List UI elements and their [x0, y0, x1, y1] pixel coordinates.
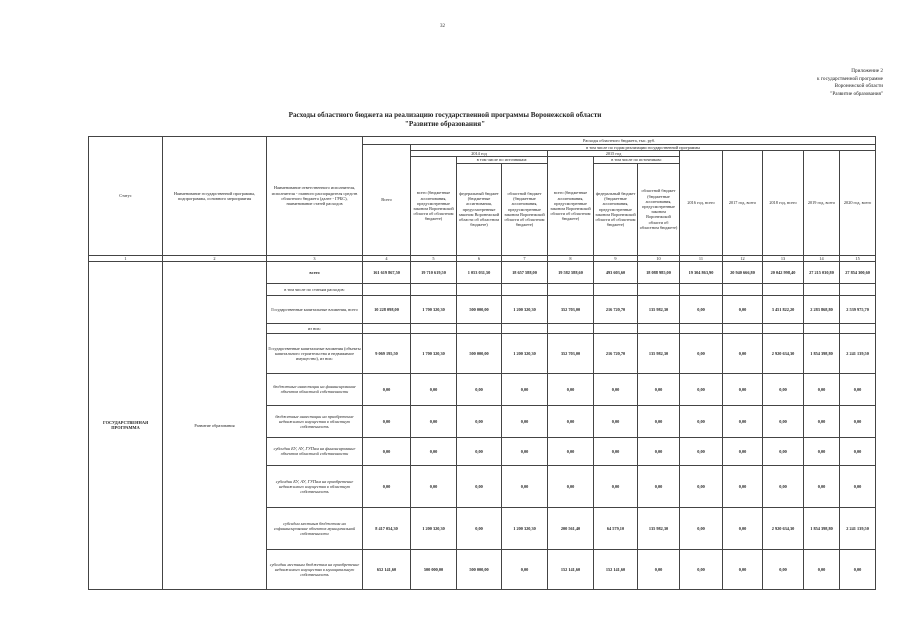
- value-cell: 0,00: [457, 405, 502, 437]
- value-cell: 0,00: [363, 405, 411, 437]
- value-cell: 10 228 098,00: [363, 295, 411, 323]
- value-cell: 19 710 619,50: [411, 261, 457, 283]
- value-cell: 0,00: [638, 465, 680, 507]
- value-cell: 19 304 863,90: [680, 261, 723, 283]
- value-cell: 0,00: [548, 405, 594, 437]
- header-2015-regional: областной бюджет (бюджетные ассигнования, предусмотренные законом Воронежской области об областном бюджете): [638, 163, 680, 255]
- value-cell: 2 920 634,30: [763, 333, 804, 373]
- value-cell: 652 141,60: [363, 549, 411, 589]
- value-cell: 0,00: [363, 465, 411, 507]
- value-cell: 0,00: [457, 507, 502, 549]
- value-cell: 3 451 822,20: [763, 295, 804, 323]
- value-cell: 0,00: [411, 373, 457, 405]
- row-label: субсидии местным бюджетам на приобретение недвижимого имущества в муниципальную собственность: [267, 549, 363, 589]
- value-cell: 20 042 998,40: [763, 261, 804, 283]
- value-cell: 0,00: [457, 465, 502, 507]
- value-cell: 0,00: [763, 373, 804, 405]
- value-cell: 1 700 320,30: [411, 295, 457, 323]
- value-cell: 0,00: [680, 465, 723, 507]
- title-line-2: "Развитие образования": [404, 120, 486, 128]
- value-cell: 18 088 985,00: [638, 261, 680, 283]
- value-cell: 0,00: [502, 373, 548, 405]
- value-cell: 0,00: [548, 437, 594, 465]
- row-label: всего: [267, 261, 363, 283]
- value-cell: 216 720,70: [594, 333, 638, 373]
- value-cell: [680, 283, 723, 295]
- value-cell: 0,00: [594, 373, 638, 405]
- row-label: бюджетные инвестиции на финансирование объектов областной собственности: [267, 373, 363, 405]
- value-cell: [680, 323, 723, 333]
- header-2014-regional: областной бюджет (бюджетные ассигнования, предусмотренные законом Воронежской области об областном бюджете): [502, 163, 548, 255]
- header-2019: 2019 год, всего: [804, 151, 840, 255]
- value-cell: 0,00: [723, 405, 763, 437]
- header-2017: 2017 год, всего: [723, 151, 763, 255]
- column-number: 3: [267, 255, 363, 261]
- value-cell: 0,00: [457, 437, 502, 465]
- value-cell: 0,00: [594, 465, 638, 507]
- value-cell: 0,00: [840, 465, 876, 507]
- value-cell: 0,00: [502, 465, 548, 507]
- column-number: 7: [502, 255, 548, 261]
- value-cell: 0,00: [680, 295, 723, 323]
- value-cell: 1 053 031,50: [457, 261, 502, 283]
- header-2015-federal: федеральный бюджет (бюджетные ассигнования, предусмотренные законом Воронежской области об областном бюджете): [594, 163, 638, 255]
- column-number: 5: [411, 255, 457, 261]
- header-2014-all: всего (бюджетные ассигнования, предусмотренные законом Воронежской области об областном бюджете): [411, 157, 457, 255]
- value-cell: 1 200 320,30: [502, 295, 548, 323]
- value-cell: [763, 283, 804, 295]
- value-cell: [548, 323, 594, 333]
- value-cell: [502, 283, 548, 295]
- column-number: 8: [548, 255, 594, 261]
- value-cell: 0,00: [680, 373, 723, 405]
- value-cell: [638, 283, 680, 295]
- row-label: из них:: [267, 323, 363, 333]
- value-cell: 0,00: [763, 549, 804, 589]
- value-cell: 0,00: [763, 405, 804, 437]
- value-cell: 0,00: [638, 437, 680, 465]
- value-cell: 0,00: [804, 437, 840, 465]
- value-cell: 0,00: [723, 373, 763, 405]
- value-cell: 64 579,10: [594, 507, 638, 549]
- header-2016: 2016 год, всего: [680, 151, 723, 255]
- appendix-line-3: Воронежской области: [834, 83, 883, 90]
- header-2015-all: всего (бюджетные ассигнования, предусмотренные законом Воронежской области об областном бюджете): [548, 157, 594, 255]
- value-cell: [594, 283, 638, 295]
- value-cell: 0,00: [680, 507, 723, 549]
- value-cell: 2 241 139,50: [840, 507, 876, 549]
- column-number: 4: [363, 255, 411, 261]
- value-cell: 0,00: [594, 437, 638, 465]
- header-2020: 2020 год, всего: [840, 151, 876, 255]
- value-cell: 0,00: [638, 405, 680, 437]
- value-cell: 0,00: [411, 405, 457, 437]
- value-cell: 2 241 139,50: [840, 333, 876, 373]
- value-cell: 2 283 868,80: [804, 295, 840, 323]
- row-label: субсидии местным бюджетам на софинансирование объектов муниципальной собственности: [267, 507, 363, 549]
- header-by-years: в том числе по годам реализации государственной программы: [411, 145, 876, 151]
- header-expenses-total: Расходы областного бюджета, тыс. руб.: [363, 137, 876, 145]
- value-cell: [363, 283, 411, 295]
- value-cell: [457, 283, 502, 295]
- value-cell: 352 703,00: [548, 333, 594, 373]
- value-cell: 152 141,60: [548, 549, 594, 589]
- value-cell: 135 982,30: [638, 507, 680, 549]
- value-cell: 9 069 195,50: [363, 333, 411, 373]
- value-cell: 0,00: [723, 295, 763, 323]
- value-cell: 0,00: [763, 437, 804, 465]
- value-cell: [840, 283, 876, 295]
- value-cell: 0,00: [680, 437, 723, 465]
- value-cell: 152 141,60: [594, 549, 638, 589]
- value-cell: 216 720,70: [594, 295, 638, 323]
- header-2014-federal: федеральный бюджет (бюджетные ассигнования, предусмотренные законом Воронежской области об областном бюджете): [457, 163, 502, 255]
- value-cell: 0,00: [763, 465, 804, 507]
- value-cell: [411, 323, 457, 333]
- value-cell: [502, 323, 548, 333]
- value-cell: 0,00: [804, 405, 840, 437]
- header-year-2014: 2014 год: [411, 151, 548, 157]
- value-cell: 352 703,00: [548, 295, 594, 323]
- value-cell: [804, 323, 840, 333]
- value-cell: 0,00: [680, 333, 723, 373]
- header-total: Всего: [363, 145, 411, 256]
- page-number: 32: [440, 24, 445, 29]
- row-label: в том числе по статьям расходов:: [267, 283, 363, 295]
- value-cell: 0,00: [723, 507, 763, 549]
- status-cell: ГОСУДАРСТВЕННАЯ ПРОГРАММА: [89, 261, 163, 589]
- header-status: Статус: [89, 137, 163, 256]
- value-cell: [804, 283, 840, 295]
- value-cell: [363, 323, 411, 333]
- row-label: бюджетные инвестиции на приобретение недвижимого имущества в областную собственность: [267, 405, 363, 437]
- column-number: 12: [723, 255, 763, 261]
- value-cell: 0,00: [804, 465, 840, 507]
- value-cell: 0,00: [638, 373, 680, 405]
- value-cell: 2 539 975,70: [840, 295, 876, 323]
- appendix-note: [743, 68, 883, 98]
- value-cell: [638, 323, 680, 333]
- value-cell: [594, 323, 638, 333]
- value-cell: [840, 323, 876, 333]
- value-cell: 0,00: [680, 549, 723, 589]
- column-number: 11: [680, 255, 723, 261]
- value-cell: 135 982,30: [638, 333, 680, 373]
- value-cell: 0,00: [680, 405, 723, 437]
- value-cell: 1 200 320,30: [411, 507, 457, 549]
- header-program-name: Наименование государственной программы, подпрограммы, основного мероприятия: [163, 137, 267, 256]
- value-cell: 0,00: [594, 405, 638, 437]
- row-label: субсидии БУ, АУ, ГУПам на приобретение недвижимого имущества в областную собственность: [267, 465, 363, 507]
- value-cell: 200 561,40: [548, 507, 594, 549]
- value-cell: 27 215 030,80: [804, 261, 840, 283]
- appendix-line-4: "Развитие образования": [830, 90, 883, 97]
- value-cell: 500 000,00: [457, 295, 502, 323]
- value-cell: 135 982,30: [638, 295, 680, 323]
- value-cell: 1 700 320,30: [411, 333, 457, 373]
- value-cell: 0,00: [638, 549, 680, 589]
- value-cell: 0,00: [804, 549, 840, 589]
- appendix-line-2: к государственной программе: [817, 75, 883, 82]
- value-cell: [723, 323, 763, 333]
- value-cell: 500 000,00: [411, 549, 457, 589]
- value-cell: [763, 323, 804, 333]
- column-number: 15: [840, 255, 876, 261]
- row-label: субсидии БУ, АУ, ГУПам на финансирование объектов областной собственности: [267, 437, 363, 465]
- column-number: 10: [638, 255, 680, 261]
- value-cell: 0,00: [840, 373, 876, 405]
- value-cell: 0,00: [502, 549, 548, 589]
- column-number: 2: [163, 255, 267, 261]
- header-2014-sources: в том числе по источникам:: [457, 157, 548, 163]
- value-cell: 2 920 634,30: [763, 507, 804, 549]
- value-cell: 1 200 320,30: [502, 333, 548, 373]
- value-cell: 493 603,60: [594, 261, 638, 283]
- value-cell: 0,00: [804, 373, 840, 405]
- value-cell: 0,00: [548, 373, 594, 405]
- header-executor: Наименование ответственного исполнителя, исполнителя - главного распорядителя средств областного бюджета (далее - ГРБС), наименование статей расходов: [267, 137, 363, 256]
- header-2015-sources: в том числе по источникам:: [594, 157, 680, 163]
- value-cell: 0,00: [840, 437, 876, 465]
- column-number: 6: [457, 255, 502, 261]
- column-number: 1: [89, 255, 163, 261]
- value-cell: 0,00: [411, 465, 457, 507]
- value-cell: 1 854 398,80: [804, 333, 840, 373]
- row-label: Государственные капитальные вложения, всего: [267, 295, 363, 323]
- table-row: [89, 261, 876, 283]
- header-2018: 2018 год, всего: [763, 151, 804, 255]
- value-cell: 1 854 398,80: [804, 507, 840, 549]
- value-cell: 18 657 588,00: [502, 261, 548, 283]
- value-cell: 8 417 054,30: [363, 507, 411, 549]
- value-cell: 0,00: [723, 549, 763, 589]
- value-cell: 0,00: [723, 437, 763, 465]
- value-cell: 0,00: [502, 437, 548, 465]
- value-cell: 0,00: [723, 465, 763, 507]
- program-name-cell: Развитие образования: [163, 261, 267, 589]
- title-line-1: Расходы областного бюджета на реализацию государственной программы Воронежской области: [288, 111, 602, 119]
- header-year-2015: 2015 год: [548, 151, 680, 157]
- value-cell: 1 200 320,30: [502, 507, 548, 549]
- value-cell: [411, 283, 457, 295]
- value-cell: 0,00: [363, 373, 411, 405]
- value-cell: 0,00: [411, 437, 457, 465]
- document-title: [230, 111, 660, 129]
- value-cell: 500 000,00: [457, 549, 502, 589]
- value-cell: 0,00: [457, 373, 502, 405]
- value-cell: 0,00: [548, 465, 594, 507]
- value-cell: 0,00: [840, 549, 876, 589]
- value-cell: 500 000,00: [457, 333, 502, 373]
- appendix-line-1: Приложение 2: [851, 68, 883, 74]
- value-cell: [548, 283, 594, 295]
- row-label: Государственные капитальные вложения (объекты капитального строительства и недвижимое имущество), из них:: [267, 333, 363, 373]
- value-cell: 27 854 300,60: [840, 261, 876, 283]
- column-number: 13: [763, 255, 804, 261]
- value-cell: 0,00: [723, 333, 763, 373]
- column-number: 9: [594, 255, 638, 261]
- value-cell: [457, 323, 502, 333]
- value-cell: 0,00: [840, 405, 876, 437]
- expenses-table: [88, 136, 876, 590]
- value-cell: 0,00: [502, 405, 548, 437]
- column-number: 14: [804, 255, 840, 261]
- value-cell: 0,00: [363, 437, 411, 465]
- value-cell: 20 940 666,80: [723, 261, 763, 283]
- value-cell: [723, 283, 763, 295]
- value-cell: 161 619 867,50: [363, 261, 411, 283]
- value-cell: 19 582 588,60: [548, 261, 594, 283]
